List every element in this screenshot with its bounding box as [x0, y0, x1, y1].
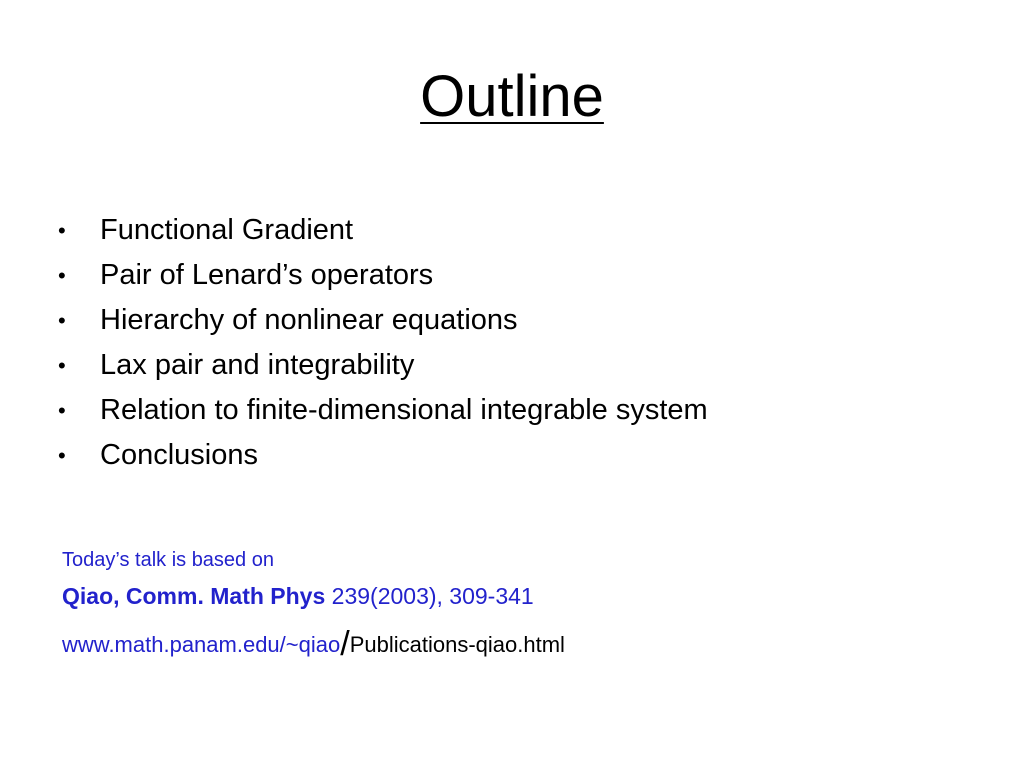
list-item [58, 208, 708, 253]
slide-title [0, 62, 1024, 132]
bullet-icon: • [58, 353, 66, 378]
list-item [58, 253, 708, 298]
list-item [58, 343, 708, 388]
reference-intro: Today’s talk is based on [62, 549, 274, 571]
list-item-text: Lax pair and integrability [100, 349, 415, 381]
outline-list [58, 208, 708, 478]
url-link[interactable]: www.math.panam.edu/~qiao [62, 632, 341, 657]
list-item-text: Relation to finite-dimensional integrable system [100, 394, 708, 426]
bullet-icon: • [58, 443, 66, 468]
list-item-text: Conclusions [100, 439, 258, 471]
list-item [58, 298, 708, 343]
list-item-text: Hierarchy of nonlinear equations [100, 304, 518, 336]
bullet-icon: • [58, 398, 66, 423]
citation-authors: Qiao, Comm. Math Phys [62, 583, 326, 609]
list-item [58, 388, 708, 433]
bullet-icon: • [58, 263, 66, 288]
bullet-icon: • [58, 218, 66, 243]
url-slash: / [340, 625, 350, 663]
list-item-text: Pair of Lenard’s operators [100, 259, 434, 291]
list-item-text: Functional Gradient [100, 214, 354, 246]
bullet-icon: • [58, 308, 66, 333]
url-file: Publications-qiao.html [349, 632, 565, 657]
citation-details: 239(2003), 309-341 [325, 583, 534, 609]
reference-citation [62, 580, 534, 612]
reference-url[interactable] [62, 627, 565, 662]
list-item [58, 433, 708, 478]
slide-title-text: Outline [420, 64, 604, 129]
